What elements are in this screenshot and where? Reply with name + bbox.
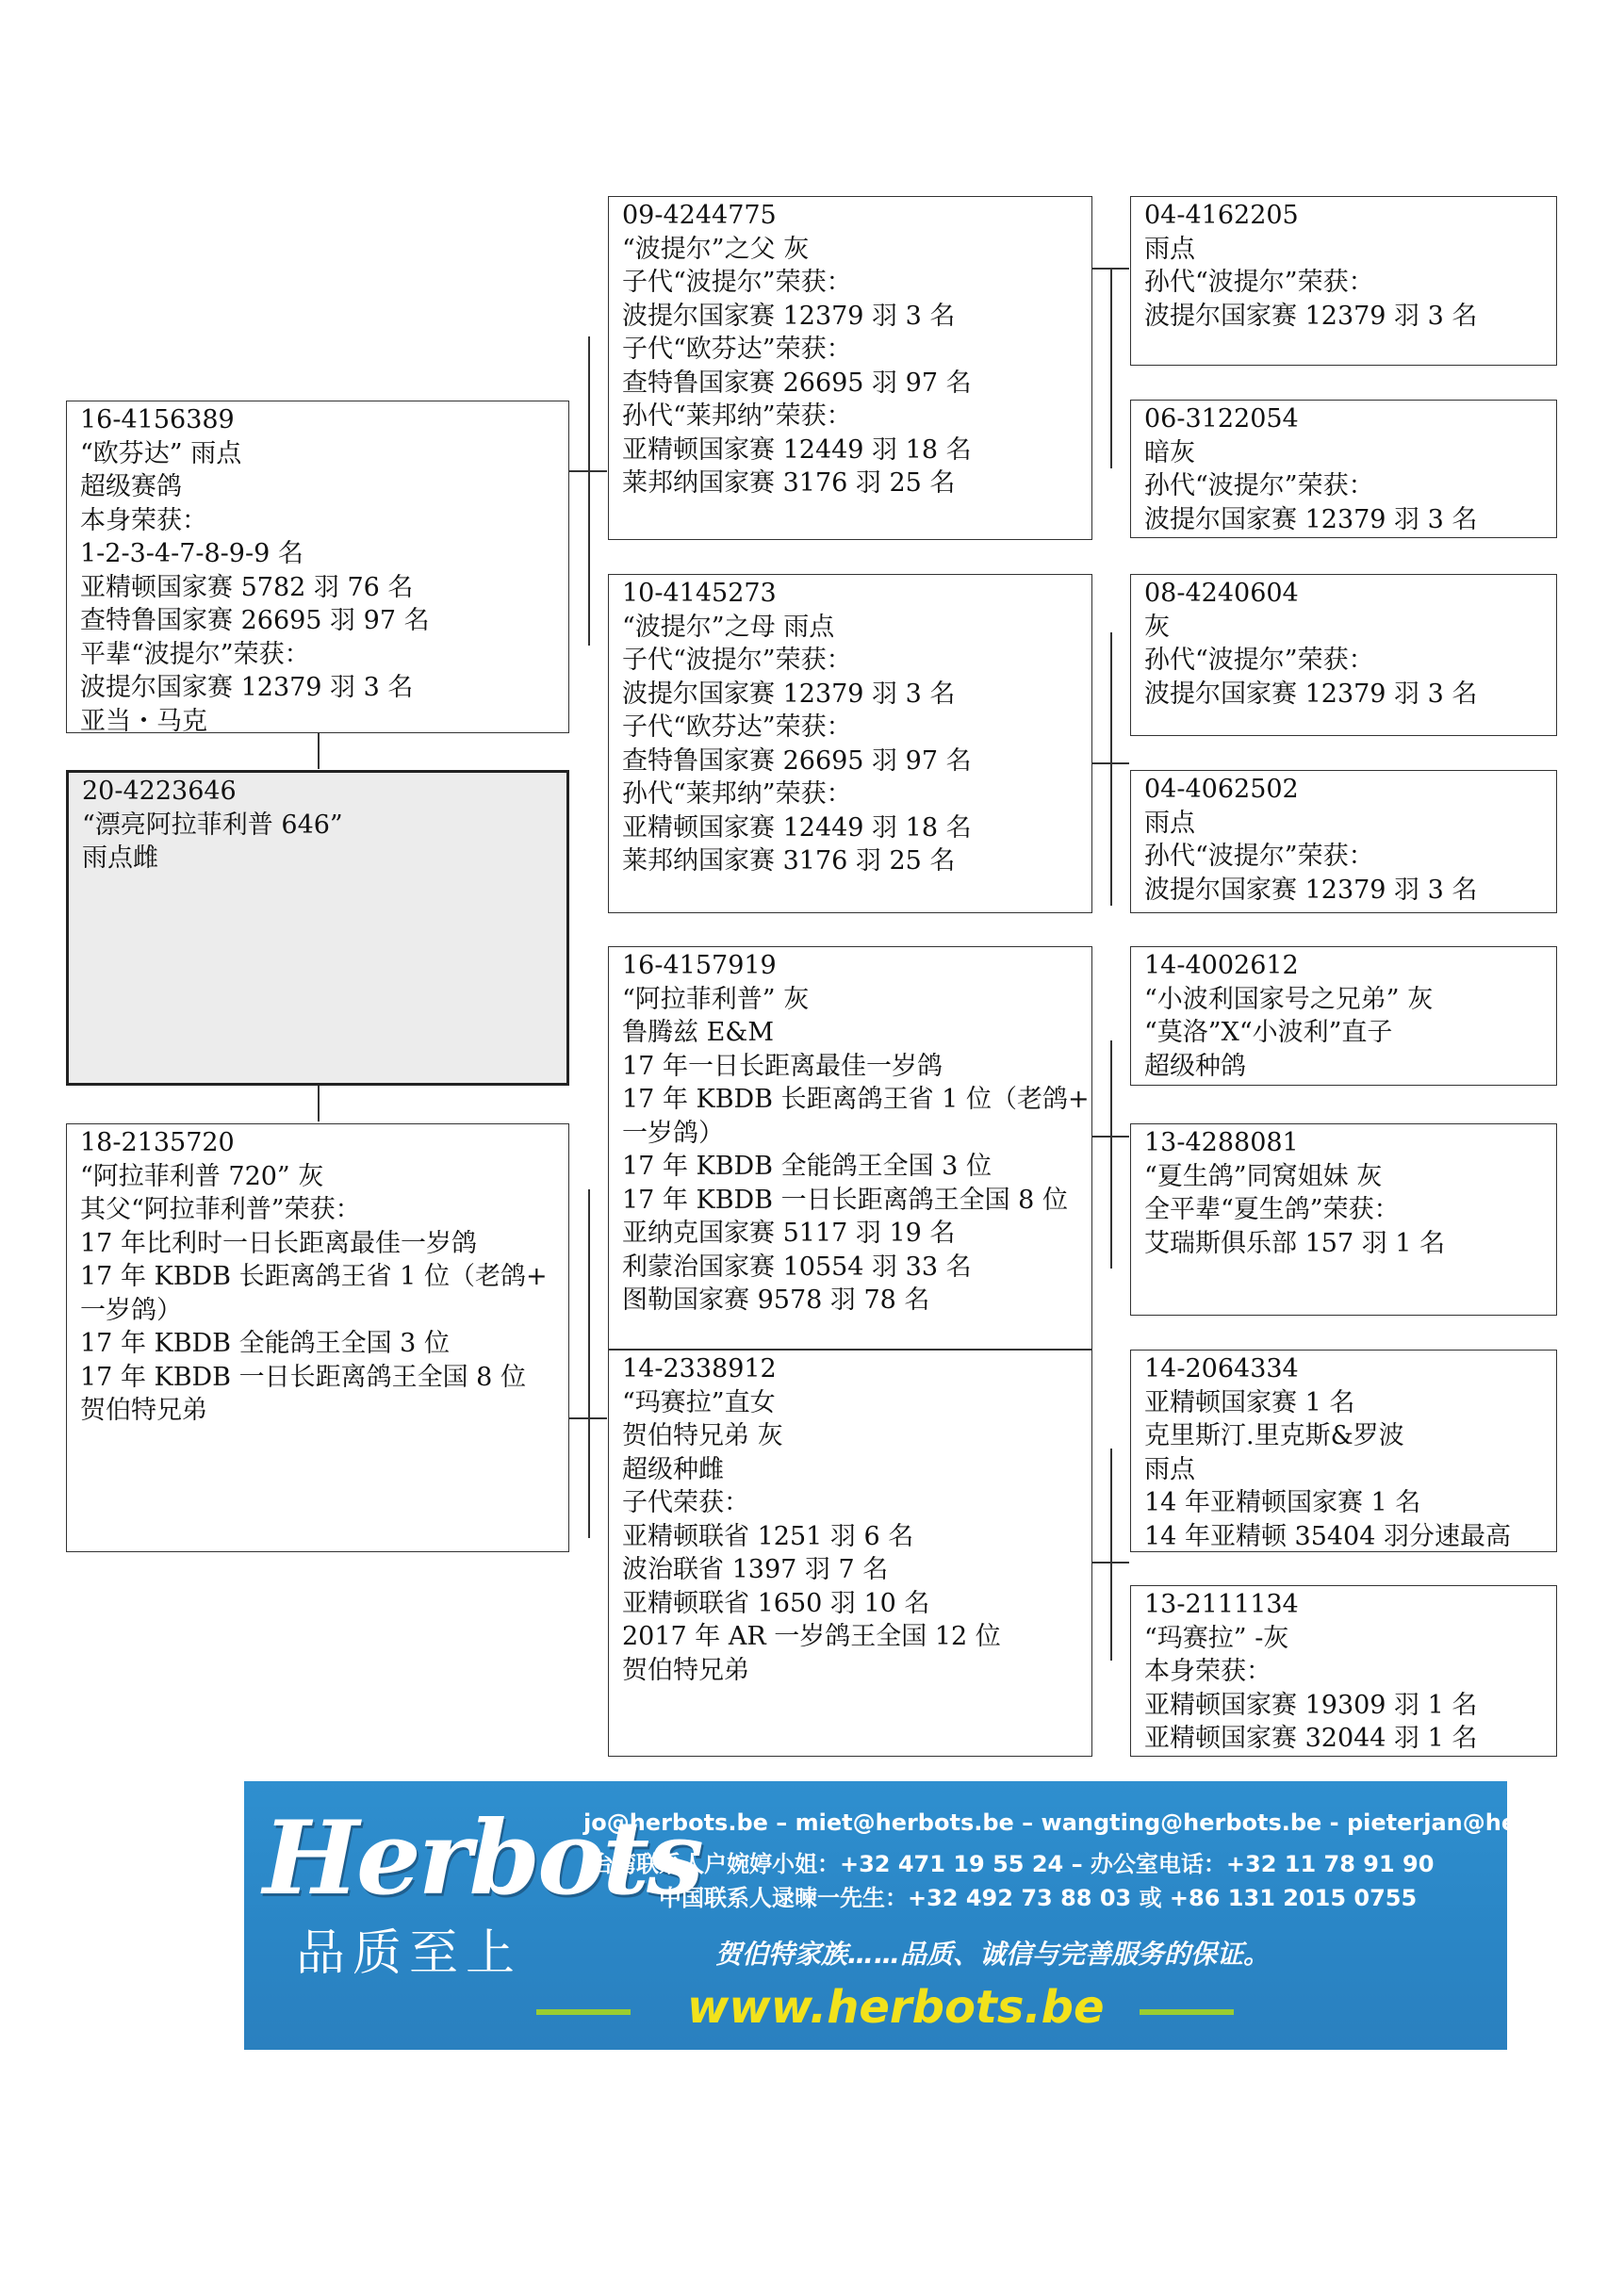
pedigree-text-line: 亚纳克国家赛 5117 羽 19 名 bbox=[622, 1219, 956, 1248]
decorative-bar-right bbox=[1140, 2009, 1234, 2015]
pedigree-text-line: “玛赛拉”直女 bbox=[622, 1387, 776, 1417]
banner-emails: jo@herbots.be – miet@herbots.be – wangting@herbots.be - pieterjan@herbots.be bbox=[583, 1809, 1624, 1836]
pedigree-text-line: 雨点 bbox=[1144, 234, 1195, 264]
sire-dam-box bbox=[608, 574, 1092, 913]
pedigree-text-line: “漂亮阿拉菲利普 646” bbox=[82, 810, 343, 840]
banner-website[interactable]: www.herbots.be bbox=[687, 1981, 1105, 2034]
ring-number: 18-2135720 bbox=[80, 1128, 235, 1157]
pedigree-text-line: 波提尔国家赛 12379 羽 3 名 bbox=[1144, 875, 1478, 905]
pedigree-text-line: 亚精顿国家赛 1 名 bbox=[1144, 1387, 1355, 1417]
ring-number: 14-2338912 bbox=[622, 1354, 777, 1383]
ring-number: 14-2064334 bbox=[1144, 1354, 1299, 1383]
pedigree-text-line: “波提尔”之母 雨点 bbox=[622, 612, 835, 642]
pedigree-text-line: 一岁鸽） bbox=[80, 1295, 182, 1325]
sire-dam-dam-box bbox=[1130, 770, 1557, 913]
pedigree-text-line: 17 年 KBDB 全能鸽王全国 3 位 bbox=[622, 1152, 992, 1181]
pedigree-text-line: 超级赛鸽 bbox=[80, 472, 182, 501]
pedigree-text-line: 贺伯特兄弟 灰 bbox=[622, 1421, 783, 1450]
pedigree-text-line: 艾瑞斯俱乐部 157 羽 1 名 bbox=[1144, 1228, 1446, 1258]
banner-taiwan-contact: 台湾联系人户婉婷小姐：+32 471 19 55 24 – 办公室电话：+32 11 78 91 90 bbox=[591, 1851, 1435, 1877]
pedigree-text-line: 暗灰 bbox=[1144, 437, 1195, 467]
pedigree-text-line: 平辈“波提尔”荣获： bbox=[80, 639, 310, 669]
connector-line bbox=[1110, 268, 1112, 468]
pedigree-text-line: 超级种雌 bbox=[622, 1454, 724, 1484]
pedigree-text-line: 子代“欧芬达”荣获： bbox=[622, 335, 852, 364]
herbots-banner bbox=[244, 1781, 1624, 2050]
pedigree-text-line: 17 年一日长距离最佳一岁鸽 bbox=[622, 1051, 943, 1081]
banner-slogan: 品质至上 bbox=[296, 1925, 523, 1982]
pedigree-text-line: 莱邦纳国家赛 3176 羽 25 名 bbox=[622, 468, 956, 498]
pedigree-text-line: 利蒙治国家赛 10554 羽 33 名 bbox=[622, 1252, 972, 1282]
pedigree-text-line: 亚精顿国家赛 19309 羽 1 名 bbox=[1144, 1690, 1478, 1720]
dam-dam-dam-box bbox=[1130, 1585, 1557, 1757]
pedigree-text-line: 雨点 bbox=[1144, 1454, 1195, 1484]
pedigree-text-line: 波提尔国家赛 12379 羽 3 名 bbox=[622, 679, 956, 709]
sire-box bbox=[66, 401, 569, 736]
pedigree-text-line: 14 年亚精顿 35404 羽分速最高 bbox=[1144, 1521, 1511, 1551]
pedigree-text-line: “小波利国家号之兄弟” 灰 bbox=[1144, 984, 1434, 1014]
ring-number: 13-2111134 bbox=[1144, 1590, 1299, 1619]
dam-dam-sire-box bbox=[1130, 1350, 1557, 1552]
pedigree-text-line: 全平辈“夏生鸽”荣获： bbox=[1144, 1195, 1400, 1224]
pedigree-text-line: 波提尔国家赛 12379 羽 3 名 bbox=[1144, 679, 1478, 709]
dam-sire-box bbox=[608, 946, 1092, 1350]
pedigree-text-line: 17 年 KBDB 全能鸽王全国 3 位 bbox=[80, 1329, 450, 1358]
pedigree-text-line: 查特鲁国家赛 26695 羽 97 名 bbox=[622, 368, 972, 398]
pedigree-text-line: 波治联省 1397 羽 7 名 bbox=[622, 1555, 889, 1584]
ring-number: 06-3122054 bbox=[1144, 404, 1299, 434]
pedigree-text-line: 孙代“波提尔”荣获： bbox=[1144, 646, 1374, 675]
pedigree-text-line: 亚精顿国家赛 12449 羽 18 名 bbox=[622, 434, 972, 465]
pedigree-text-line: “阿拉菲利普 720” 灰 bbox=[80, 1161, 324, 1191]
pedigree-text-line: 孙代“莱邦纳”荣获： bbox=[622, 779, 852, 809]
pedigree-text-line: “波提尔”之父 灰 bbox=[622, 234, 810, 264]
connector-line bbox=[1110, 1449, 1112, 1661]
ring-number: 04-4062502 bbox=[1144, 775, 1299, 804]
pedigree-text-line: 本身荣获： bbox=[1144, 1657, 1271, 1686]
pedigree-text-line: 波提尔国家赛 12379 羽 3 名 bbox=[1144, 504, 1478, 534]
pedigree-text-line: 亚精顿国家赛 5782 羽 76 名 bbox=[80, 572, 414, 602]
ring-number: 14-4002612 bbox=[1144, 951, 1299, 980]
connector-line bbox=[1110, 632, 1112, 906]
pedigree-text-line: 子代“欧芬达”荣获： bbox=[622, 712, 852, 742]
pedigree-text-line: 查特鲁国家赛 26695 羽 97 名 bbox=[622, 745, 972, 776]
pedigree-text-line: 亚精顿国家赛 32044 羽 1 名 bbox=[1144, 1724, 1478, 1753]
pedigree-text-line: 子代“波提尔”荣获： bbox=[622, 646, 852, 675]
pedigree-text-line: 雨点 bbox=[1144, 808, 1195, 838]
pedigree-text-line: “莫洛”X“小波利”直子 bbox=[1144, 1018, 1393, 1047]
pedigree-text-line: “玛赛拉” -灰 bbox=[1144, 1623, 1289, 1653]
ring-number: 04-4162205 bbox=[1144, 201, 1299, 230]
ring-number: 16-4156389 bbox=[80, 405, 235, 434]
pedigree-text-line: “欧芬达” 雨点 bbox=[80, 438, 242, 468]
pedigree-text-line: 灰 bbox=[1144, 612, 1170, 642]
dam-sire-dam-box bbox=[1130, 1123, 1557, 1316]
pedigree-text-line: 孙代“莱邦纳”荣获： bbox=[622, 401, 852, 431]
pedigree-text-line: 查特鲁国家赛 26695 羽 97 名 bbox=[80, 606, 430, 635]
pedigree-text-line: 孙代“波提尔”荣获： bbox=[1144, 268, 1374, 297]
connector-line bbox=[588, 336, 590, 646]
pedigree-text-line: 一岁鸽） bbox=[622, 1118, 724, 1148]
pedigree-text-line: 鲁腾兹 E&M bbox=[622, 1018, 774, 1047]
pedigree-text-line: 本身荣获： bbox=[80, 505, 207, 535]
pedigree-text-line: 雨点雌 bbox=[82, 843, 158, 873]
dam-sire-sire-box bbox=[1130, 946, 1557, 1086]
herbots-logo: Herbots bbox=[263, 1799, 701, 1918]
sire-dam-sire-box bbox=[1130, 574, 1557, 736]
pedigree-text-line: 孙代“波提尔”荣获： bbox=[1144, 471, 1374, 500]
sire-sire-box bbox=[608, 196, 1092, 540]
sire-sire-sire-box bbox=[1130, 196, 1557, 366]
ring-number: 08-4240604 bbox=[1144, 579, 1299, 608]
pedigree-text-line: 莱邦纳国家赛 3176 羽 25 名 bbox=[622, 846, 956, 876]
sire-sire-dam-box bbox=[1130, 400, 1557, 538]
pedigree-text-line: 子代“波提尔”荣获： bbox=[622, 268, 852, 297]
pedigree-text-line: 1-2-3-4-7-8-9-9 名 bbox=[80, 539, 303, 568]
ring-number: 09-4244775 bbox=[622, 201, 777, 230]
pedigree-text-line: 超级种鸽 bbox=[1144, 1051, 1246, 1081]
ring-number: 13-4288081 bbox=[1144, 1128, 1299, 1157]
pedigree-text-line: 17 年比利时一日长距离最佳一岁鸽 bbox=[80, 1228, 477, 1258]
pedigree-text-line: 亚精顿国家赛 12449 羽 18 名 bbox=[622, 812, 972, 843]
pedigree-text-line: 波提尔国家赛 12379 羽 3 名 bbox=[80, 673, 414, 702]
decorative-bar-left bbox=[536, 2009, 631, 2015]
pedigree-text-line: 亚当・马克 bbox=[80, 706, 207, 736]
pedigree-text-line: 克里斯汀.里克斯&罗波 bbox=[1144, 1421, 1404, 1450]
pedigree-text-line: 子代荣获： bbox=[622, 1488, 749, 1517]
connector-line bbox=[318, 1084, 320, 1121]
connector-line bbox=[1110, 1040, 1112, 1269]
connector-line bbox=[588, 1189, 590, 1538]
pedigree-text-line: 亚精顿联省 1650 羽 10 名 bbox=[622, 1588, 930, 1618]
pedigree-text-line: 17 年 KBDB 一日长距离鸽王全国 8 位 bbox=[622, 1185, 1068, 1215]
ring-number: 16-4157919 bbox=[622, 951, 777, 980]
dam-box bbox=[66, 1123, 569, 1552]
pedigree-text-line: 14 年亚精顿国家赛 1 名 bbox=[1144, 1488, 1421, 1517]
dam-dam-box bbox=[608, 1350, 1092, 1757]
pedigree-text-line: 波提尔国家赛 12379 羽 3 名 bbox=[622, 301, 956, 331]
pedigree-text-line: 波提尔国家赛 12379 羽 3 名 bbox=[1144, 301, 1478, 331]
banner-china-contact: 中国联系人逯暕一先生：+32 492 73 88 03 或 +86 131 2015 0755 bbox=[659, 1885, 1418, 1911]
pedigree-text-line: 图勒国家赛 9578 羽 78 名 bbox=[622, 1285, 930, 1315]
pedigree-text-line: 贺伯特兄弟 bbox=[80, 1396, 207, 1425]
ring-number: 10-4145273 bbox=[622, 579, 777, 608]
pedigree-text-line: 17 年 KBDB 长距离鸽王省 1 位（老鸽+ bbox=[622, 1085, 1090, 1114]
ring-number: 20-4223646 bbox=[82, 777, 237, 806]
pedigree-text-line: 孙代“波提尔”荣获： bbox=[1144, 842, 1374, 871]
pedigree-text-line: 17 年 KBDB 一日长距离鸽王全国 8 位 bbox=[80, 1362, 526, 1392]
pedigree-text-line: “夏生鸽”同窝姐妹 灰 bbox=[1144, 1161, 1383, 1191]
pedigree-text-line: “阿拉菲利普” 灰 bbox=[622, 984, 810, 1014]
pedigree-text-line: 贺伯特兄弟 bbox=[622, 1655, 749, 1685]
pedigree-text-line: 亚精顿联省 1251 羽 6 名 bbox=[622, 1521, 914, 1551]
pedigree-text-line: 17 年 KBDB 长距离鸽王省 1 位（老鸽+ bbox=[80, 1262, 548, 1291]
pedigree-text-line: 2017 年 AR 一岁鸽王全国 12 位 bbox=[622, 1622, 1001, 1651]
banner-motto: 贺伯特家族……品质、诚信与完善服务的保证。 bbox=[715, 1939, 1271, 1970]
subject-box bbox=[66, 770, 569, 1086]
pedigree-text-line: 其父“阿拉菲利普”荣获： bbox=[80, 1195, 361, 1224]
